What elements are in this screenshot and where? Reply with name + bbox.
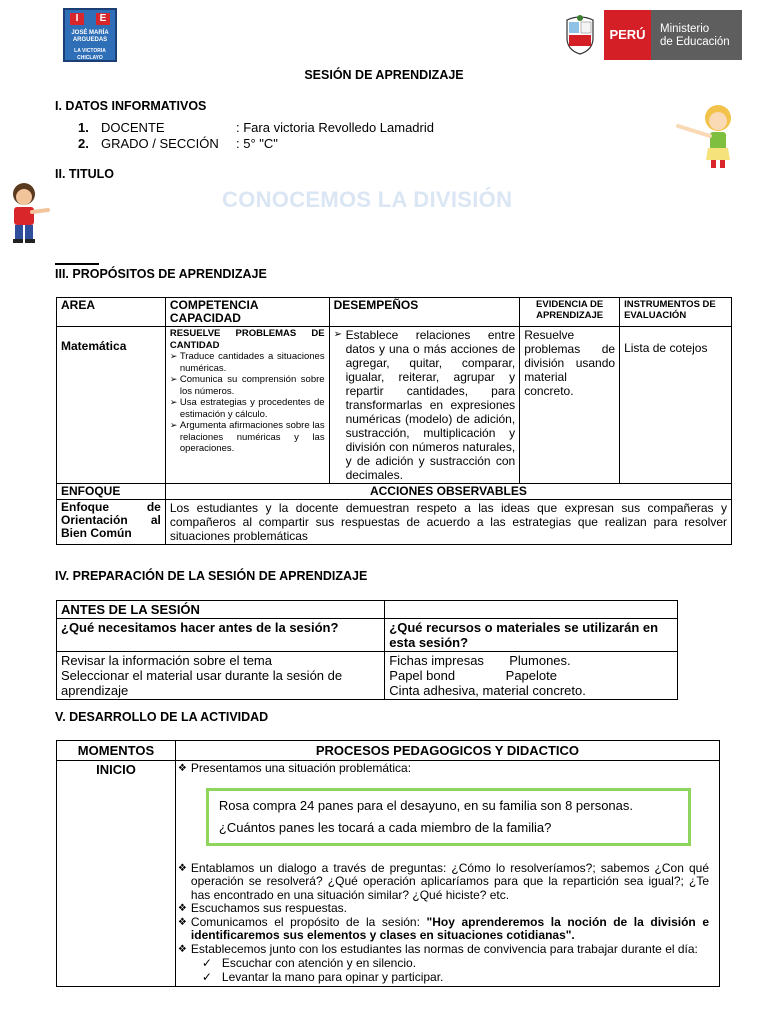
instrumento-cell: Lista de cotejos: [620, 327, 732, 484]
peru-brand-box: PERÚ: [604, 10, 651, 60]
session-title: CONOCEMOS LA DIVISIÓN: [222, 187, 513, 212]
preparacion-table: [56, 600, 678, 700]
datos-row-2-num: 2.: [78, 136, 89, 151]
acciones-header: ACCIONES OBSERVABLES: [165, 484, 731, 500]
a2-line: Cinta adhesiva, material concreto.: [389, 683, 586, 698]
a1-cell: [57, 652, 385, 700]
q1-header: ¿Qué necesitamos hacer antes de la sesión?: [57, 619, 385, 652]
competencia-title: RESUELVE PROBLEMAS DE CANTIDAD: [169, 328, 325, 351]
a1-line: Revisar la información sobre el tema: [61, 653, 272, 668]
ministry-line-1: Ministerio: [660, 23, 710, 35]
datos-row-2-label: GRADO / SECCIÓN: [101, 136, 219, 151]
desarrollo-table: [56, 740, 720, 987]
capacidad-item: ➢ Traduce cantidades a situaciones numéricas.: [170, 351, 325, 374]
school-logo-subtext: LA VICTORIA CHICLAYO: [74, 48, 106, 61]
school-logo-letter-i: I: [70, 13, 84, 25]
ministry-line-2: de Educación: [660, 36, 730, 48]
section-divider: [55, 263, 99, 265]
section-2-heading: II. TITULO: [55, 167, 115, 181]
col-procesos-header: PROCESOS PEDAGOGICOS Y DIDACTICO: [175, 741, 719, 761]
proposito-text: "Hoy aprenderemos la noción de la división e identificaremos sus elementos y clases en situaciones cotidianas".: [190, 914, 709, 942]
school-logo-letter-e: E: [96, 13, 110, 25]
document-title: SESIÓN DE APRENDIZAJE: [304, 68, 464, 82]
norma-item: ✓ Levantar la mano para opinar y participar.: [178, 970, 709, 984]
col-capacidad-label: CAPACIDAD: [169, 311, 241, 325]
a2-cell: [385, 652, 678, 700]
boy-illustration-icon: [4, 180, 50, 246]
col-area-header: AREA: [57, 298, 166, 327]
problem-box: [206, 788, 691, 846]
proposito-prefix: Comunicamos el propósito de la sesión:: [190, 914, 427, 929]
capacidad-item: ➢ Comunica su comprensión sobre los números.: [170, 374, 325, 397]
school-logo-name: JOSÉ MARÍA ARGUEDAS: [71, 30, 109, 43]
girl-illustration-icon: [672, 102, 742, 170]
enfoque-header: ENFOQUE: [57, 484, 166, 500]
col-competencia-label: COMPETENCIA: [169, 298, 259, 312]
procesos-cell: [175, 761, 719, 987]
desempenos-cell: [329, 327, 520, 484]
peru-coat-of-arms-icon: [563, 14, 597, 56]
a2-line: Fichas impresas Plumones.: [389, 653, 571, 668]
col-momentos-header: MOMENTOS: [57, 741, 176, 761]
enfoque-cell: Enfoque de Orientación al Bien Común: [57, 500, 166, 545]
proceso-item: ❖ Establecemos junto con los estudiantes las normas de convivencia para trabajar durante el día:: [178, 943, 709, 957]
section-4-heading: IV. PREPARACIÓN DE LA SESIÓN DE APRENDIZAJE: [55, 569, 368, 583]
proceso-intro: ❖ Presentamos una situación problemática:: [178, 762, 709, 776]
school-logo: [63, 8, 117, 62]
proceso-item-proposito: [178, 916, 709, 943]
problem-line-2: ¿Cuántos panes les tocará a cada miembro de la familia?: [218, 819, 552, 835]
propositos-table: [56, 297, 732, 545]
evidencia-cell: Resuelve problemas de división usando material concreto.: [520, 327, 620, 484]
section-5-heading: V. DESARROLLO DE LA ACTIVIDAD: [55, 710, 269, 724]
acciones-cell: Los estudiantes y la docente demuestran respeto a las ideas que expresan sus compañeras y compañeros al compartir sus respuestas de acuerdo a las estrategias que realizan para resolver situaciones problemáticas: [165, 500, 731, 545]
col-instrumentos-header: INSTRUMENTOS DE EVALUACIÓN: [620, 298, 732, 327]
datos-row-1-value: : Fara victoria Revolledo Lamadrid: [236, 120, 434, 135]
datos-row-1-num: 1.: [78, 120, 89, 135]
datos-row-2-value: : 5° "C": [236, 136, 278, 151]
a2-line: Papel bond Papelote: [389, 668, 557, 683]
ministry-brand-box: [651, 10, 742, 60]
desempeno-item: ➢ Establece relaciones entre datos y una o más acciones de agregar, quitar, comparar, igualar, reiterar, agrupar y repartir cantidades, para transformarlas en expresiones numéricas (modelo) de adición, sustracción, multiplicación y división con números naturales, y de adición y sustracción con decimales.: [334, 328, 516, 482]
problem-line-1: Rosa compra 24 panes para el desayuno, en su familia son 8 personas.: [218, 797, 634, 813]
proceso-item: ❖ Entablamos un dialogo a través de preguntas: ¿Cómo lo resolveríamos?; sabemos ¿Con qué operación se resolverá? ¿Qué operación aplicaríamos para que la repartición sea igual?; ¿Te has encontrado en una situación similar? ¿Qué hiciste? etc.: [178, 862, 709, 903]
col-evidencia-header: EVIDENCIA DE APRENDIZAJE: [520, 298, 620, 327]
section-3-heading: III. PROPÓSITOS DE APRENDIZAJE: [55, 267, 267, 281]
area-cell: Matemática: [57, 327, 166, 484]
antes-header: ANTES DE LA SESIÓN: [57, 601, 385, 619]
datos-row-1-label: DOCENTE: [101, 120, 165, 135]
antes-header-empty: [385, 601, 678, 619]
competencia-cell: [165, 327, 329, 484]
norma-item: ✓ Escuchar con atención y en silencio.: [178, 956, 709, 970]
section-1-heading: I. DATOS INFORMATIVOS: [55, 99, 207, 113]
proceso-item: ❖ Escuchamos sus respuestas.: [178, 902, 709, 916]
q2-header: ¿Qué recursos o materiales se utilizarán en esta sesión?: [385, 619, 678, 652]
a1-line: Seleccionar el material usar durante la sesión de aprendizaje: [61, 668, 343, 698]
capacidad-item: ➢ Argumenta afirmaciones sobre las relaciones numéricas y las operaciones.: [170, 420, 325, 455]
capacidad-item: ➢ Usa estrategias y procedentes de estimación y cálculo.: [170, 397, 325, 420]
momento-inicio: INICIO: [57, 761, 176, 987]
col-desempenos-header: DESEMPEÑOS: [329, 298, 520, 327]
col-competencia-header: [165, 298, 329, 327]
